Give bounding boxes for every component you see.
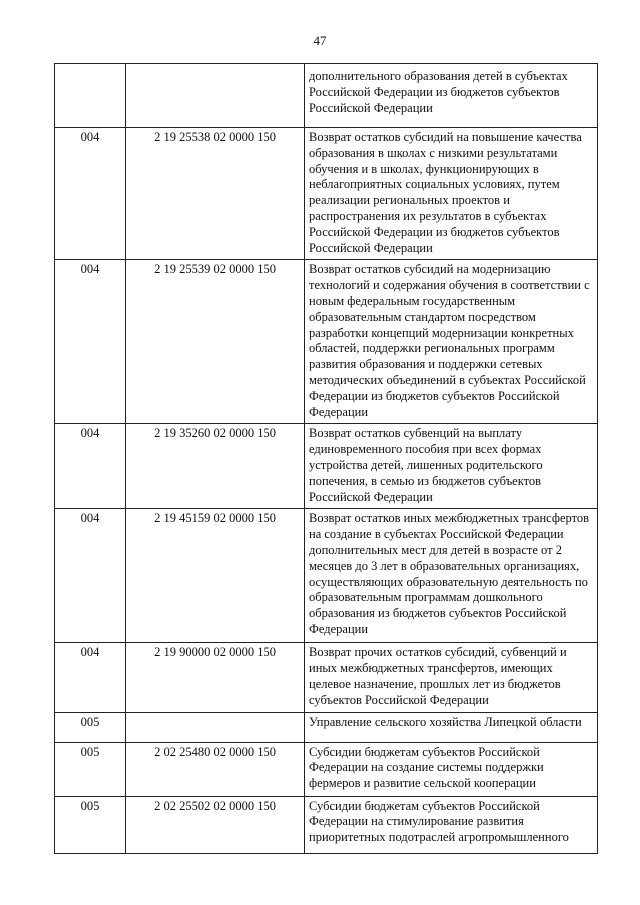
- admin-code-cell: 004: [55, 643, 126, 712]
- table-row: [55, 424, 598, 509]
- table-row: [55, 796, 598, 853]
- budget-code-cell: 2 19 45159 02 0000 150: [126, 509, 305, 643]
- budget-code-cell: 2 02 25502 02 0000 150: [126, 796, 305, 853]
- income-name-cell: Возврат остатков субсидий на повышение качества образования в школах с низкими результатами обучения и в школах, функционирующих в неблагоприятных социальных условиях, путем реализации региональных проектов и распространения их результатов в субъектах Российской Федерации из бюджетов субъектов Российской Федерации: [305, 128, 598, 260]
- budget-code-cell: 2 19 25539 02 0000 150: [126, 260, 305, 424]
- table-row: [55, 742, 598, 796]
- table-row: [55, 128, 598, 260]
- budget-code-cell: [126, 64, 305, 128]
- budget-code-cell: [126, 712, 305, 742]
- income-name-cell: дополнительного образования детей в субъектах Российской Федерации из бюджетов субъектов Российской Федерации: [305, 64, 598, 128]
- admin-code-cell: 005: [55, 796, 126, 853]
- budget-code-cell: 2 19 90000 02 0000 150: [126, 643, 305, 712]
- admin-code-cell: [55, 64, 126, 128]
- income-name-cell: Возврат остатков иных межбюджетных трансфертов на создание в субъектах Российской Федерации дополнительных мест для детей в возрасте от 2 месяцев до 3 лет в образовательных организациях, осуществляющих образовательную деятельность по образовательным программам дошкольного образования из бюджетов субъектов Российской Федерации: [305, 509, 598, 643]
- budget-code-table: [54, 63, 598, 854]
- table-row: [55, 712, 598, 742]
- page-number: 47: [313, 33, 327, 48]
- admin-code-cell: 004: [55, 260, 126, 424]
- table-row: [55, 260, 598, 424]
- income-name-cell: Возврат остатков субсидий на модернизацию технологий и содержания обучения в соответствии с новым федеральным государственным образовательным стандартом посредством разработки концепций модернизации конкретных областей, поддержки региональных программ развития образования и поддержки сетевых методических объединений в субъектах Российской Федерации из бюджетов субъектов Российской Федерации: [305, 260, 598, 424]
- admin-code-cell: 005: [55, 742, 126, 796]
- income-name-cell: Управление сельского хозяйства Липецкой области: [305, 712, 598, 742]
- budget-code-cell: 2 19 35260 02 0000 150: [126, 424, 305, 509]
- income-name-cell: Субсидии бюджетам субъектов Российской Федерации на стимулирование развития приоритетных подотраслей агропромышленного: [305, 796, 598, 853]
- table-row: [55, 643, 598, 712]
- admin-code-cell: 004: [55, 128, 126, 260]
- budget-code-cell: 2 19 25538 02 0000 150: [126, 128, 305, 260]
- budget-code-cell: 2 02 25480 02 0000 150: [126, 742, 305, 796]
- income-name-cell: Возврат остатков субвенций на выплату единовременного пособия при всех формах устройства детей, лишенных родительского попечения, в семью из бюджетов субъектов Российской Федерации: [305, 424, 598, 509]
- admin-code-cell: 005: [55, 712, 126, 742]
- table-row: [55, 509, 598, 643]
- income-name-cell: Возврат прочих остатков субсидий, субвенций и иных межбюджетных трансфертов, имеющих целевое назначение, прошлых лет из бюджетов субъектов Российской Федерации: [305, 643, 598, 712]
- table-row: [55, 64, 598, 128]
- admin-code-cell: 004: [55, 424, 126, 509]
- admin-code-cell: 004: [55, 509, 126, 643]
- income-name-cell: Субсидии бюджетам субъектов Российской Федерации на создание системы поддержки фермеров и развитие сельской кооперации: [305, 742, 598, 796]
